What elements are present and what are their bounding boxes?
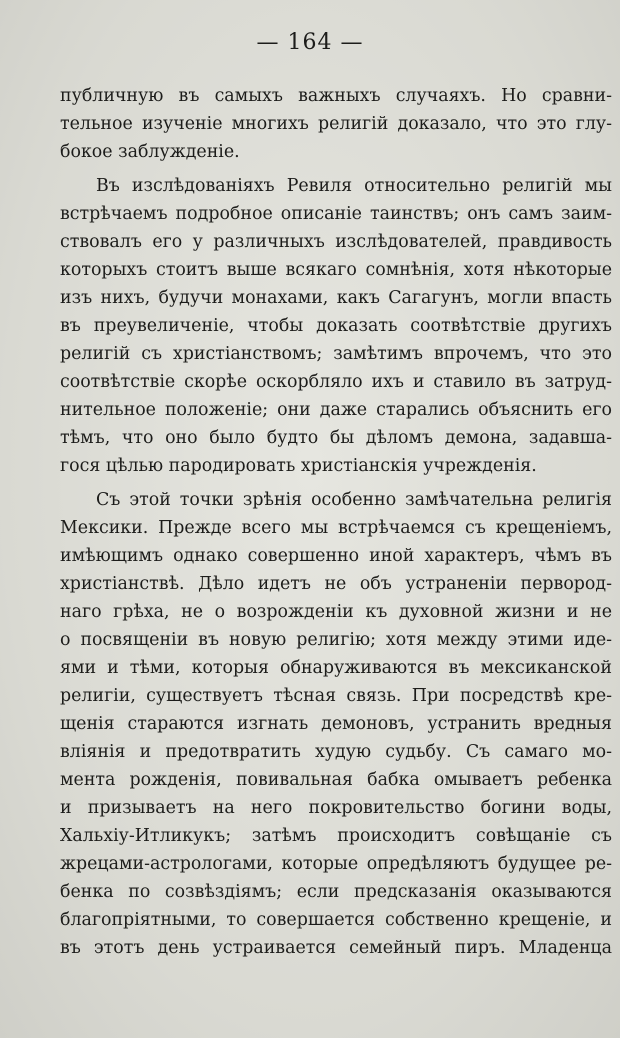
text-line: религіи, существуетъ тѣсная связь. При посредствѣ кре- bbox=[60, 686, 612, 706]
text-line: христіанствѣ. Дѣло идетъ не объ устраненіи первород- bbox=[60, 574, 612, 594]
paragraph bbox=[60, 172, 612, 480]
text-line: встрѣчаемъ подробное описаніе таинствъ; онъ самъ заим- bbox=[60, 204, 612, 224]
text-line: публичную въ самыхъ важныхъ случаяхъ. Но сравни- bbox=[60, 86, 612, 106]
text-line: ями и тѣми, которыя обнаруживаются въ мексиканской bbox=[60, 658, 612, 678]
text-line: Въ изслѣдованіяхъ Ревиля относительно религій мы bbox=[96, 176, 612, 196]
text-line: Мексики. Прежде всего мы встрѣчаемся съ крещеніемъ, bbox=[60, 518, 612, 538]
text-line: нительное положеніе; они даже старались объяснить его bbox=[60, 400, 612, 420]
text-line: и призываетъ на него покровительство богини воды, bbox=[60, 798, 612, 818]
text-line: бокое заблужденіе. bbox=[60, 142, 240, 162]
text-line: Хальхіу-Итликукъ; затѣмъ происходитъ совѣщаніе съ bbox=[60, 826, 612, 846]
body-text bbox=[60, 82, 612, 962]
text-line: имѣющимъ однако совершенно иной характеръ, чѣмъ въ bbox=[60, 546, 612, 566]
text-line: религій съ христіанствомъ; замѣтимъ впрочемъ, что это bbox=[60, 344, 612, 364]
text-line: жрецами-астрологами, которые опредѣляютъ будущее ре- bbox=[60, 854, 612, 874]
text-line: бенка по созвѣздіямъ; если предсказанія оказываются bbox=[60, 882, 612, 902]
text-line: наго грѣха, не о возрожденіи къ духовной жизни и не bbox=[60, 602, 612, 622]
text-line: гося цѣлью пародировать христіанскія учрежденія. bbox=[60, 456, 537, 476]
text-line: о посвященіи въ новую религію; хотя между этими иде- bbox=[60, 630, 612, 650]
text-line: въ преувеличеніе, чтобы доказать соотвѣтствіе другихъ bbox=[60, 316, 612, 336]
text-line: Съ этой точки зрѣнія особенно замѣчательна религія bbox=[96, 490, 612, 510]
text-line: мента рожденія, повивальная бабка омываетъ ребенка bbox=[60, 770, 612, 790]
text-line: тѣмъ, что оно было будто бы дѣломъ демона, задавша- bbox=[60, 428, 612, 448]
text-line: въ этотъ день устраивается семейный пиръ. Младенца bbox=[60, 938, 612, 958]
text-line: щенія стараются изгнать демоновъ, устранить вредныя bbox=[60, 714, 612, 734]
text-line: соотвѣтствіе скорѣе оскорбляло ихъ и ставило въ затруд- bbox=[60, 372, 612, 392]
text-line: тельное изученіе многихъ религій доказало, что это глу- bbox=[60, 114, 612, 134]
text-line: благопріятными, то совершается собственно крещеніе, и bbox=[60, 910, 612, 930]
text-line: изъ нихъ, будучи монахами, какъ Сагагунъ, могли впасть bbox=[60, 288, 612, 308]
text-line: ствовалъ его у различныхъ изслѣдователей, правдивость bbox=[60, 232, 612, 252]
text-line: вліянія и предотвратить худую судьбу. Съ самаго мо- bbox=[60, 742, 612, 762]
paragraph bbox=[60, 486, 612, 962]
paragraph bbox=[60, 82, 612, 166]
page-number: — 164 — bbox=[256, 30, 364, 55]
text-line: которыхъ стоитъ выше всякаго сомнѣнія, хотя нѣкоторые bbox=[60, 260, 612, 280]
